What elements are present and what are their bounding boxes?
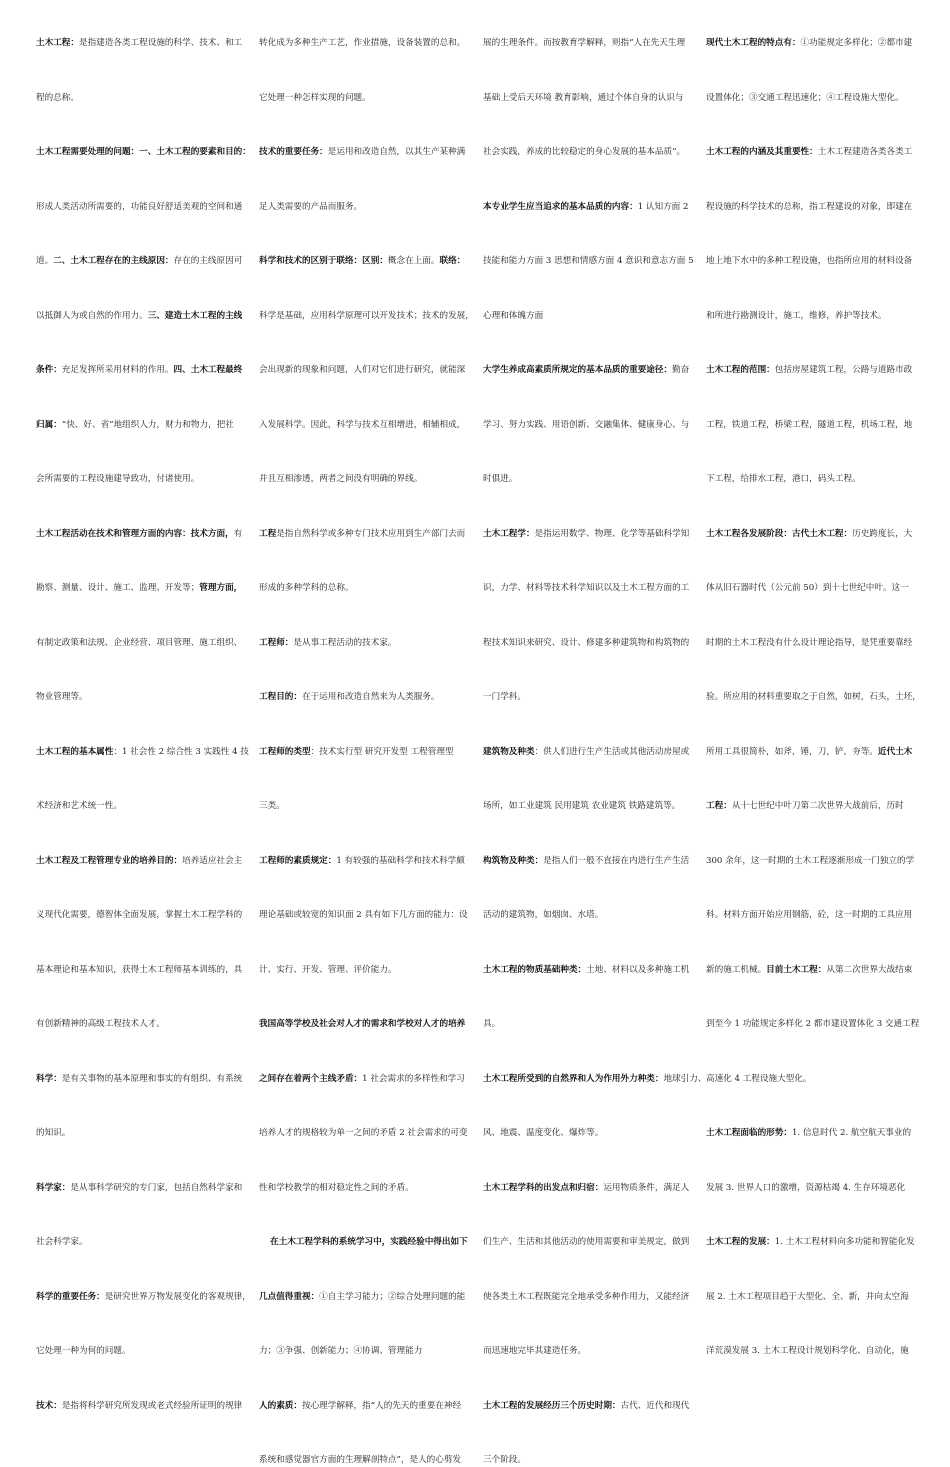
- text-run: 是运用和改造自然，以其生产某种满: [327, 147, 466, 157]
- text-line: [483, 1017, 500, 1031]
- text-run: 是指人们一般不直接在内进行生产生活: [543, 855, 690, 866]
- text-run: “快、好、省”地组织人力，财力和物力，把社: [61, 419, 234, 430]
- text-line: [36, 254, 242, 268]
- text-line: [483, 908, 603, 922]
- bold-term: 本专业学生应当追求的基本品质的内容：: [483, 201, 638, 212]
- text-line: [259, 1290, 465, 1304]
- bold-term: 工程：: [706, 801, 732, 811]
- text-line: [483, 963, 689, 977]
- text-line: [259, 309, 474, 323]
- text-run: 是指运用数学、物理、化学等基础科学知: [534, 528, 690, 539]
- text-line: [259, 1126, 468, 1140]
- text-run: 1. 信息时代 2. 航空航天事业的: [791, 1128, 912, 1138]
- bold-term: 土木工程需要处理的问题：一、土木工程的要素和目的：: [36, 147, 251, 157]
- text-line: [259, 1072, 465, 1086]
- text-run: 形成人类活动所需要的，功能良好舒适美观的空间和通: [36, 201, 243, 212]
- bold-term: 土木工程学科的出发点和归宿：: [483, 1182, 604, 1193]
- bold-term: 归属：: [36, 419, 62, 430]
- text-run: 是研究世界万物发展变化的客观规律，: [104, 1291, 251, 1302]
- text-line: [259, 363, 465, 377]
- text-run: 充足发挥所采用材料的作用。: [61, 365, 174, 375]
- bold-term: 土木工程学：: [483, 528, 535, 539]
- text-line: [706, 200, 912, 214]
- text-column-2: [259, 36, 475, 1465]
- text-line: [259, 1453, 461, 1467]
- text-run: 勘察、测量、设计、施工、监理、开发等；: [36, 583, 200, 593]
- text-run: 系统和感觉器官方面的生理解剖特点”，是人的心剪发: [259, 1455, 462, 1465]
- text-line: [259, 418, 465, 432]
- bold-term: 工程目的：: [259, 692, 302, 702]
- text-line: [259, 145, 465, 159]
- text-run: 地上地下水中的多种工程设施，也指所应用的材料设备: [706, 256, 913, 266]
- text-line: [706, 854, 914, 868]
- text-column-3: [483, 36, 707, 1465]
- text-run: 从十七世纪中叶刀第二次世界大战前后，历时: [731, 801, 904, 811]
- text-line: [259, 472, 422, 486]
- text-line: [483, 418, 689, 432]
- text-line: [706, 363, 912, 377]
- bold-term: 土木工程的基本属性: [36, 746, 114, 757]
- text-line: [706, 91, 904, 105]
- text-line: [483, 799, 680, 813]
- bold-term: 现代土木工程的特点有：: [706, 38, 801, 48]
- text-line: [259, 854, 465, 868]
- text-run: 按心理学解释，指“人的先天的重要在神经: [301, 1400, 462, 1411]
- text-line: [706, 1126, 911, 1140]
- text-run: 而迅速地完毕其建造任务。: [483, 1346, 587, 1356]
- text-line: [259, 908, 468, 922]
- bold-term: 构筑物及种类：: [483, 855, 544, 866]
- text-run: 有创新精神的高级工程技术人才。: [36, 1019, 165, 1029]
- text-run: 它处理一种怎样实现的问题。: [259, 92, 371, 103]
- text-line: [483, 690, 526, 704]
- text-run: 基本理论和基本知识，获得土木工程师基本训练的，具: [36, 964, 243, 975]
- text-line: [483, 1453, 526, 1467]
- text-line: [483, 745, 689, 759]
- text-run: 新的施工机械。: [706, 964, 767, 975]
- text-run: 体从旧石器时代（公元前 50）到十七世纪中叶。这一: [706, 583, 909, 593]
- bold-term: 工程师：: [259, 637, 294, 648]
- text-run: 程的总称。: [36, 92, 79, 103]
- text-run: 是从事工程活动的技术家。: [293, 637, 397, 648]
- text-run: 1 认知方面 2: [637, 201, 689, 212]
- text-run: 1. 土木工程材料向多功能和智能化发: [774, 1237, 915, 1247]
- text-line: [483, 527, 689, 541]
- text-run: 概念在上面。: [387, 256, 440, 266]
- text-line: [483, 1290, 689, 1304]
- text-run: ：供人们进行生产生活或其他活动房屋或: [534, 746, 690, 757]
- text-line: [483, 91, 683, 105]
- text-line: [706, 963, 912, 977]
- text-run: 验。所应用的材料重要取之于自然，如树，石头，土坯，: [706, 692, 921, 702]
- text-line: [36, 1072, 242, 1086]
- bold-term: 管理方面，: [199, 583, 243, 593]
- text-line: [706, 1235, 915, 1249]
- text-line: [36, 799, 122, 813]
- text-run: 地球引力、: [663, 1073, 707, 1084]
- text-line: [483, 472, 517, 486]
- text-line: [36, 854, 242, 868]
- text-run: 社会实践，养成的比较稳定的身心发展的基本品质”。: [483, 147, 686, 157]
- text-run: 转化成为多种生产工艺，作业措施，设备装置的总和。: [259, 38, 466, 48]
- bold-term: 联络：: [439, 256, 466, 266]
- text-run: 的知识。: [36, 1128, 71, 1138]
- text-run: ：1 社会性 2 综合性 3 实践性 4 技: [113, 746, 249, 757]
- text-run: 具。: [483, 1019, 501, 1029]
- text-run: ①功能规定多样化；②都市建: [800, 38, 913, 48]
- text-line: [706, 418, 912, 432]
- bold-term: 技术的重要任务：: [259, 147, 328, 157]
- text-run: 是指建造各类工程设施的科学、技术、和工: [78, 38, 243, 48]
- text-line: [36, 963, 242, 977]
- text-line: [36, 200, 242, 214]
- text-run: 基础上受后天环境 教育影响，通过个体自身的认识与: [483, 92, 684, 103]
- bold-term: 我国高等学校及社会对人才的需求和学校对人才的培养: [259, 1019, 466, 1029]
- text-run: 它处理一种为何的问题。: [36, 1346, 131, 1356]
- bold-term: 之间存在着两个主线矛盾：: [259, 1073, 363, 1084]
- text-line: [259, 254, 465, 268]
- text-line: [36, 309, 242, 323]
- text-line: [706, 690, 921, 704]
- text-run: 1 社会需求的多样性和学习: [362, 1073, 465, 1084]
- text-line: [706, 1181, 905, 1195]
- text-run: 时期的土木工程没有什么设计理论指导，是凭重要靠经: [706, 637, 913, 648]
- bold-term: 土木工程活动在技术和管理方面的内容：技术方面，: [36, 528, 234, 539]
- text-run: 程技术知识来研究、设计、修建多种建筑物和构筑物的: [483, 637, 690, 648]
- text-line: [706, 636, 912, 650]
- text-line: [706, 908, 912, 922]
- text-run: 识，力学、材料等技术科学知识以及土木工程方面的工: [483, 583, 690, 593]
- text-run: 洋荒漠发展 3. 土木工程设计规划科学化、自动化，施: [706, 1346, 909, 1356]
- text-run: 风、地震、温度变化、爆炸等。: [483, 1128, 604, 1138]
- text-run: 社会科学家。: [36, 1237, 88, 1247]
- text-line: [36, 36, 242, 50]
- bold-term: 工程师的类型: [259, 746, 311, 757]
- text-column-4: [706, 36, 921, 1356]
- text-run: 发展 3. 世界人口的激增，资源枯竭 4. 生存环境恶化: [706, 1182, 906, 1193]
- text-line: [36, 636, 242, 650]
- text-line: [259, 527, 465, 541]
- text-run: 并且互相渗透，两者之间没有明确的界线。: [259, 474, 423, 484]
- text-run: 土地、材料以及多种施工机: [586, 964, 690, 975]
- text-run: 勤奋: [672, 365, 690, 375]
- text-run: 足人类需要的产品而服务。: [259, 201, 363, 212]
- text-run: 培养人才的规格较为单一之间的矛盾 2 社会需求的可变: [259, 1128, 468, 1138]
- text-run: 展的生理条件。而按教育学解释，则指“人在先天生理: [483, 38, 686, 48]
- text-line: [36, 1344, 131, 1358]
- text-line: [259, 36, 465, 50]
- text-run: 历史跨度长，大: [852, 528, 913, 539]
- text-run: 会出现新的现象和问题，人们对它们进行研究，就能深: [259, 365, 466, 375]
- bold-term: 土木工程的发展：: [706, 1237, 775, 1247]
- text-run: 一门学科。: [483, 692, 526, 702]
- bold-term: 土木工程所受到的自然界和人为作用外力种类：: [483, 1073, 664, 1084]
- text-line: [706, 1344, 909, 1358]
- text-line: [36, 1290, 251, 1304]
- text-line: [483, 363, 689, 377]
- text-run: 们生产、生活和其他活动的使用需要和审美规定，做到: [483, 1237, 690, 1247]
- text-run: 入发展科学。因此，科学与技术互相增进，相辅相成，: [259, 419, 466, 430]
- text-run: 形成的多种学科的总称。: [259, 583, 354, 593]
- text-run: 有制定政策和法规、企业经营、项目管理、施工组织、: [36, 637, 243, 648]
- text-run: 运用物质条件，满足人: [603, 1182, 690, 1193]
- text-run: 下工程，给排水工程，港口，码头工程。: [706, 474, 861, 484]
- text-run: 计、实行、开发、管理、评价能力。: [259, 964, 397, 975]
- text-run: 是从事科学研究的专门家，包括自然科学家和: [70, 1182, 243, 1193]
- text-line: [259, 1235, 468, 1249]
- text-run: 到至今 1 功能规定多样化 2 都市建设置体化 3 交通工程: [706, 1019, 920, 1029]
- text-line: [36, 418, 234, 432]
- text-line: [483, 1072, 706, 1086]
- bold-term: 土木工程的物质基础种类：: [483, 964, 587, 975]
- text-line: [36, 527, 242, 541]
- text-run: 存在的主线原因可: [173, 256, 243, 266]
- text-run: 展 2. 土木工程项目趋于大型化、全、新，并向太空海: [706, 1291, 909, 1302]
- bold-term: 二、土木工程存在的主线原因：: [53, 256, 174, 266]
- text-line: [483, 1399, 689, 1413]
- text-line: [483, 309, 543, 323]
- bold-term: 三、建造土木工程的主线: [147, 310, 243, 321]
- text-run: 高速化 4 工程设施大型化。: [706, 1073, 812, 1084]
- text-run: 会所需要的工程设施建导致功，付诸使用。: [36, 474, 200, 484]
- bold-term: 土木工程的内涵及其重要性：: [706, 147, 818, 157]
- text-run: 科。材料方面开始应用钢筋，砼，这一时期的工具应用: [706, 910, 913, 920]
- bold-term: 条件：: [36, 365, 62, 375]
- text-line: [259, 1399, 461, 1413]
- text-line: [36, 145, 251, 159]
- text-line: [706, 36, 912, 50]
- text-line: [706, 309, 886, 323]
- text-run: 土木工程建造各类各类工: [817, 147, 913, 157]
- text-line: [36, 1399, 242, 1413]
- bold-term: 四、土木工程最终: [173, 365, 243, 375]
- bold-term: 科学的重要任务：: [36, 1291, 105, 1302]
- text-line: [36, 1181, 242, 1195]
- text-run: 是有关事物的基本原理和事实的有组织、有系统: [61, 1073, 243, 1084]
- text-run: 有: [233, 528, 243, 539]
- text-run: 古代、近代和现代: [620, 1400, 690, 1411]
- text-run: 三个阶段。: [483, 1455, 526, 1465]
- text-line: [706, 581, 909, 595]
- text-run: 学习、努力实践、用语创新、交融集体、健康身心、与: [483, 419, 690, 430]
- text-run: 300 余年，这一时期的土木工程逐渐形成一门独立的学: [706, 855, 915, 866]
- bold-term: 科学：: [36, 1073, 62, 1084]
- text-line: [36, 908, 242, 922]
- text-line: [36, 1017, 165, 1031]
- text-line: [36, 581, 242, 595]
- bold-term: 在土木工程学科的系统学习中，实践经验中得出如下: [270, 1237, 468, 1247]
- text-line: [483, 254, 694, 268]
- text-run: 术经济和艺术统一性。: [36, 801, 122, 811]
- text-run: 培养适应社会主: [182, 855, 243, 866]
- text-line: [483, 581, 689, 595]
- text-line: [259, 1017, 465, 1031]
- text-run: 包括房屋建筑工程，公路与道路市政: [774, 365, 913, 375]
- text-run: 科学是基础，应用科学原理可以开发技术；技术的发展，: [259, 310, 474, 321]
- text-run: 性和学校教学的相对稳定性之间的矛盾。: [259, 1182, 414, 1193]
- text-line: [483, 1344, 586, 1358]
- bold-term: 科学家：: [36, 1182, 71, 1193]
- text-column-1: [36, 36, 252, 1411]
- text-line: [706, 254, 912, 268]
- text-line: [36, 91, 79, 105]
- text-run: 1 有较强的基础科学和技术科学颇: [336, 855, 465, 866]
- text-run: 和所进行勘测设计，施工，维修，养护等技术。: [706, 310, 887, 321]
- text-run: 使各类土木工程既能完全地承受多种作用力，又能经济: [483, 1291, 690, 1302]
- text-run: 物业管理等。: [36, 692, 88, 702]
- text-run: 工程，铁道工程，桥梁工程，隧道工程，机场工程，地: [706, 419, 913, 430]
- bold-term: 大学生养成高素质所规定的基本品质的重要途径：: [483, 365, 673, 375]
- bold-term: 土木工程各发展阶段：古代土木工程：: [706, 528, 853, 539]
- text-line: [36, 472, 199, 486]
- text-run: 力；③争强、创新能力；④协调、管理能力: [259, 1346, 423, 1356]
- bold-term: 几点值得重视：: [259, 1291, 320, 1302]
- text-line: [483, 36, 685, 50]
- text-run: ①自主学习能力；②综合处理问题的能: [319, 1291, 466, 1302]
- text-line: [259, 745, 454, 759]
- text-line: [259, 963, 397, 977]
- bold-term: 技术：: [36, 1400, 62, 1411]
- text-line: [259, 91, 371, 105]
- text-line: [706, 1017, 919, 1031]
- text-line: [483, 200, 688, 214]
- bold-term: 土木工程的发展经历三个历史时期：: [483, 1400, 621, 1411]
- bold-term: 土木工程的范围：: [706, 365, 775, 375]
- text-run: 从第二次世界大战结束: [826, 964, 913, 975]
- text-line: [483, 636, 689, 650]
- text-run: 所用工具很简朴，如斧，锤，刀，铲，夯等。: [706, 746, 878, 757]
- text-run: 道。: [36, 256, 54, 266]
- text-line: [259, 581, 354, 595]
- bold-term: 工程: [259, 528, 277, 539]
- text-line: [36, 745, 249, 759]
- text-run: 程设施的科学技术的总称，指工程建设的对象，即建在: [706, 201, 913, 212]
- text-line: [706, 799, 904, 813]
- bold-term: 近代土木: [877, 746, 913, 757]
- bold-term: 建筑物及种类: [483, 746, 535, 757]
- text-line: [483, 854, 689, 868]
- text-line: [36, 1235, 88, 1249]
- text-line: [259, 1344, 422, 1358]
- text-run: 场所，如工业建筑 民用建筑 农业建筑 铁路建筑等。: [483, 801, 681, 811]
- bold-term: 土木工程：: [36, 38, 79, 48]
- bold-term: 科学和技术的区别于联络：区别：: [259, 256, 388, 266]
- text-run: 设置体化；③交通工程迅速化；④工程设施大型化。: [706, 92, 904, 103]
- text-line: [706, 145, 912, 159]
- text-run: 活动的建筑物，如烟囱、水塔。: [483, 910, 604, 920]
- text-run: 在于运用和改造自然来为人类服务。: [301, 692, 440, 702]
- text-line: [259, 636, 397, 650]
- text-line: [706, 472, 861, 486]
- text-line: [706, 1072, 811, 1086]
- bold-term: 人的素质：: [259, 1400, 302, 1411]
- text-line: [36, 690, 88, 704]
- text-run: 以抵御人为或自然的作用力。: [36, 310, 148, 321]
- text-run: 理论基础或较宽的知识面 2 具有如下几方面的能力：设: [259, 910, 468, 920]
- text-run: 技能和能力方面 3 思想和情感方面 4 意识和意志方面 5: [483, 256, 694, 266]
- text-line: [259, 799, 285, 813]
- text-run: ：技术实行型 研究开发型 工程管理型: [310, 746, 454, 757]
- bold-term: 土木工程面临的形势：: [706, 1128, 792, 1138]
- text-line: [483, 1181, 689, 1195]
- text-line: [706, 527, 912, 541]
- text-run: 是指将科学研究所发现或老式经验所证明的规律: [61, 1400, 243, 1411]
- text-run: 义现代化需要，德智体全面发展，掌握土木工程学科的: [36, 910, 243, 920]
- text-line: [483, 1126, 603, 1140]
- text-run: 时俱进。: [483, 474, 518, 484]
- text-line: [36, 1126, 70, 1140]
- text-run: 三类。: [259, 801, 285, 811]
- text-line: [706, 745, 912, 759]
- text-run: 心理和体魄方面: [483, 310, 544, 321]
- text-line: [36, 363, 242, 377]
- bold-term: 土木工程及工程管理专业的培养目的：: [36, 855, 183, 866]
- text-line: [259, 1181, 414, 1195]
- text-line: [259, 690, 440, 704]
- text-run: 是指自然科学或多种专门技术应用到生产部门去而: [276, 528, 466, 539]
- text-line: [483, 1235, 689, 1249]
- bold-term: 目前土木工程：: [766, 964, 827, 975]
- text-line: [259, 200, 362, 214]
- bold-term: 工程师的素质规定：: [259, 855, 337, 866]
- text-line: [483, 145, 685, 159]
- text-line: [706, 1290, 909, 1304]
